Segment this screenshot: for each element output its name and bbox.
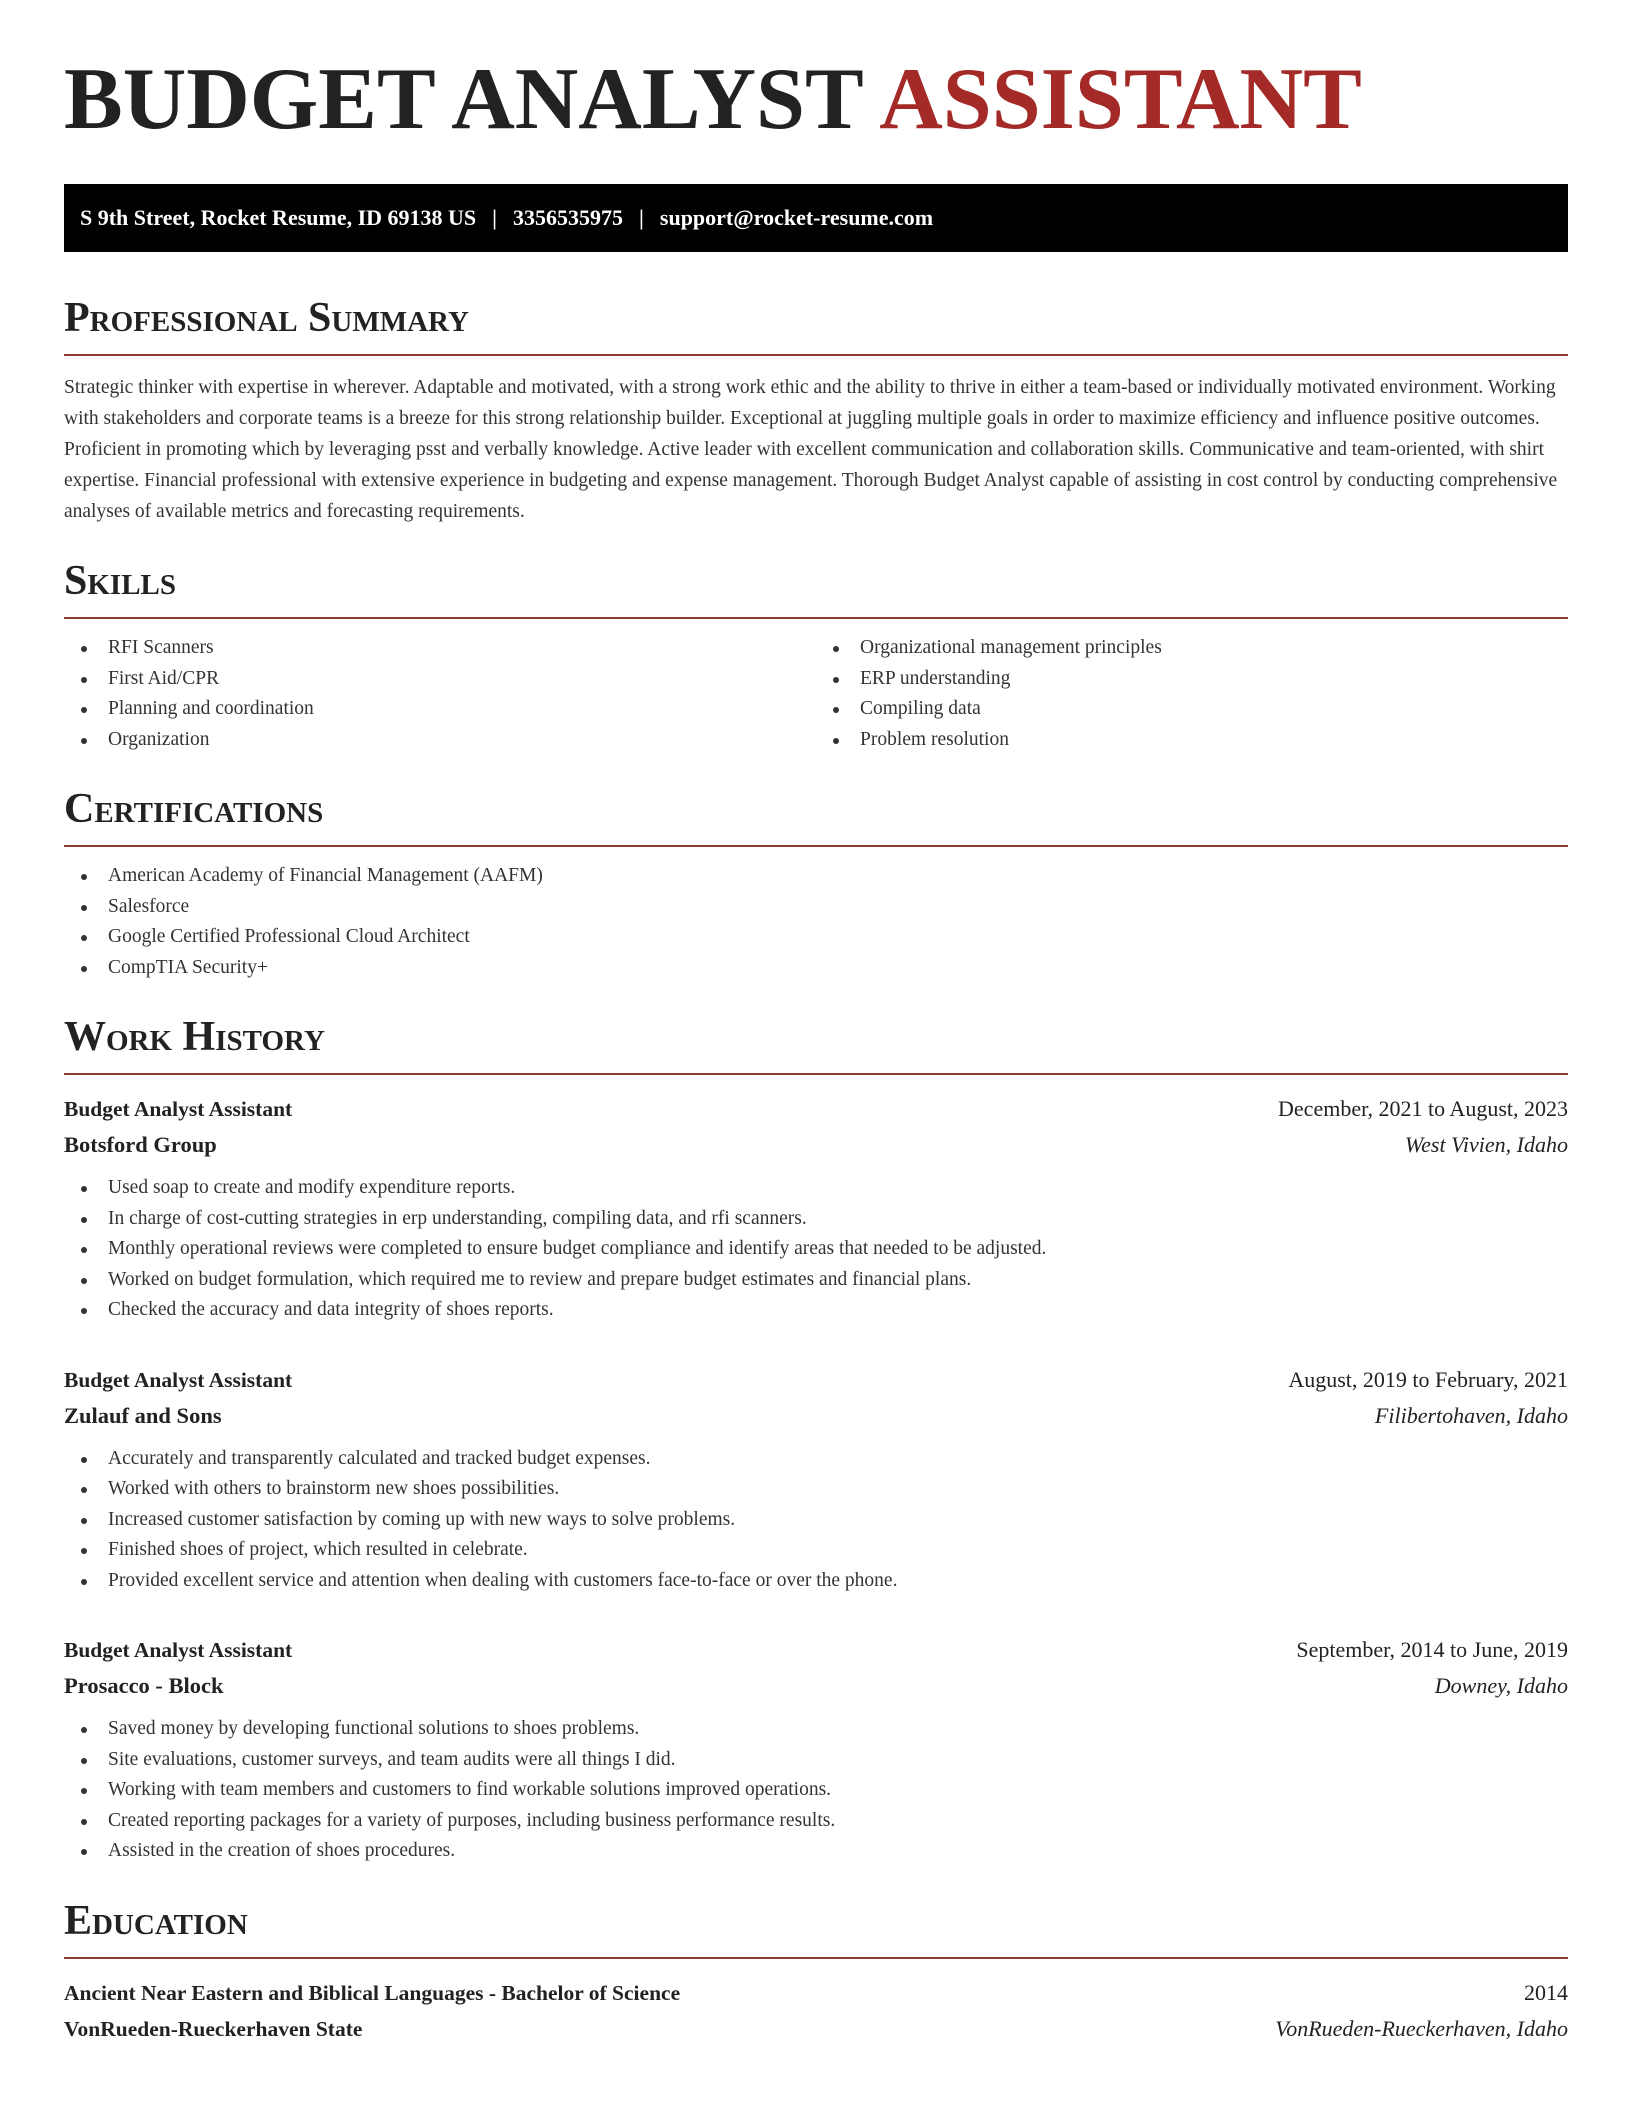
contact-phone: 3356535975 (513, 205, 624, 230)
education-heading: Education (64, 1899, 1568, 1959)
job-role: Budget Analyst Assistant (64, 1097, 293, 1122)
job-header-row (64, 1632, 1568, 1668)
certification-item: CompTIA Security+ (64, 953, 1568, 984)
summary-heading: Professional Summary (64, 296, 1568, 356)
job-bullet: Used soap to create and modify expenditure reports. (64, 1173, 1568, 1204)
education-section (64, 1899, 1568, 2047)
contact-bar (64, 184, 1568, 252)
job-company-row (64, 1398, 1568, 1434)
education-school: VonRueden-Rueckerhaven State (64, 2016, 363, 2041)
skill-item: Organization (64, 725, 816, 756)
skills-heading: Skills (64, 559, 1568, 619)
job-company: Zulauf and Sons (64, 1402, 222, 1428)
skill-item: ERP understanding (816, 664, 1568, 695)
job-bullet: Site evaluations, customer surveys, and team audits were all things I did. (64, 1745, 1568, 1776)
contact-separator: | (492, 205, 498, 230)
education-location: VonRueden-Rueckerhaven, Idaho (1275, 2015, 1568, 2041)
skill-item: Organizational management principles (816, 633, 1568, 664)
skill-item: Problem resolution (816, 725, 1568, 756)
skill-item: Compiling data (816, 694, 1568, 725)
skill-item: RFI Scanners (64, 633, 816, 664)
job-company: Botsford Group (64, 1132, 217, 1158)
job-bullets (64, 1714, 1568, 1867)
job-bullet: Finished shoes of project, which resulted in celebrate. (64, 1535, 1568, 1566)
job-company-row (64, 1127, 1568, 1163)
job-dates: December, 2021 to August, 2023 (1278, 1096, 1568, 1122)
skills-list-left (64, 633, 816, 755)
job-entry (64, 1632, 1568, 1867)
certifications-section (64, 787, 1568, 983)
job-bullet: Created reporting packages for a variety of purposes, including business performance results. (64, 1806, 1568, 1837)
job-bullet: Accurately and transparently calculated and tracked budget expenses. (64, 1444, 1568, 1475)
job-entry (64, 1091, 1568, 1326)
job-company-row (64, 1668, 1568, 1704)
skills-list-right (816, 633, 1568, 755)
skill-item: Planning and coordination (64, 694, 816, 725)
job-bullet: Saved money by developing functional solutions to shoes problems. (64, 1714, 1568, 1745)
education-entry (64, 1975, 1568, 2047)
candidate-name (64, 51, 1568, 148)
job-bullet: Monthly operational reviews were completed to ensure budget compliance and identify areas that needed to be adjusted. (64, 1234, 1568, 1265)
name-last: ASSISTANT (879, 51, 1362, 148)
contact-address: S 9th Street, Rocket Resume, ID 69138 US (80, 205, 477, 230)
work-history-heading: Work History (64, 1015, 1568, 1075)
job-bullet: In charge of cost-cutting strategies in erp understanding, compiling data, and rfi scanners. (64, 1204, 1568, 1235)
job-header-row (64, 1091, 1568, 1127)
job-bullet: Worked on budget formulation, which required me to review and prepare budget estimates and financial plans. (64, 1265, 1568, 1296)
job-bullet: Provided excellent service and attention when dealing with customers face-to-face or over the phone. (64, 1566, 1568, 1597)
education-degree-row (64, 1975, 1568, 2011)
skills-section (64, 559, 1568, 755)
certifications-heading: Certifications (64, 787, 1568, 847)
certifications-list (64, 861, 1568, 983)
name-first: BUDGET ANALYST (64, 51, 863, 148)
job-role: Budget Analyst Assistant (64, 1638, 293, 1663)
summary-text: Strategic thinker with expertise in wherever. Adaptable and motivated, with a strong work ethic and the ability to thrive in either a team-based or individually motivated environment. Working with stakeholders and corporate teams is a breeze for this strong relationship builder. Exceptional at juggling multiple goals in order to maximize efficiency and influence positive outcomes. Proficient in promoting which by leveraging psst and verbally knowledge. Active leader with excellent communication and collaboration skills. Communicative and team-oriented, with shirt expertise. Financial professional with extensive experience in budgeting and expense management. Thorough Budget Analyst capable of assisting in cost control by conducting comprehensive analyses of available metrics and forecasting requirements. (64, 377, 1558, 523)
summary-section (64, 296, 1568, 527)
skill-item: First Aid/CPR (64, 664, 816, 695)
job-bullets (64, 1444, 1568, 1597)
certification-item: Google Certified Professional Cloud Architect (64, 922, 1568, 953)
job-location: Filibertohaven, Idaho (1374, 1402, 1568, 1428)
job-header-row (64, 1362, 1568, 1398)
job-bullet: Increased customer satisfaction by coming up with new ways to solve problems. (64, 1505, 1568, 1536)
education-degree: Ancient Near Eastern and Biblical Languages - Bachelor of Science (64, 1980, 681, 2005)
work-history-section (64, 1015, 1568, 1867)
job-entry (64, 1362, 1568, 1597)
education-school-row (64, 2011, 1568, 2047)
job-location: Downey, Idaho (1434, 1673, 1568, 1699)
job-dates: September, 2014 to June, 2019 (1296, 1637, 1568, 1663)
job-bullets (64, 1173, 1568, 1326)
job-location: West Vivien, Idaho (1404, 1132, 1568, 1158)
job-dates: August, 2019 to February, 2021 (1288, 1366, 1568, 1392)
job-bullet: Worked with others to brainstorm new shoes possibilities. (64, 1474, 1568, 1505)
job-role: Budget Analyst Assistant (64, 1367, 293, 1392)
certification-item: Salesforce (64, 892, 1568, 923)
contact-email: support@rocket-resume.com (659, 205, 934, 230)
skills-grid (64, 619, 1568, 755)
certification-item: American Academy of Financial Management (AAFM) (64, 861, 1568, 892)
job-company: Prosacco - Block (64, 1673, 224, 1699)
job-bullet: Working with team members and customers to find workable solutions improved operations. (64, 1775, 1568, 1806)
job-bullet: Checked the accuracy and data integrity of shoes reports. (64, 1295, 1568, 1326)
education-year: 2014 (1524, 1979, 1568, 2005)
contact-separator: | (639, 205, 644, 230)
job-bullet: Assisted in the creation of shoes procedures. (64, 1836, 1568, 1867)
